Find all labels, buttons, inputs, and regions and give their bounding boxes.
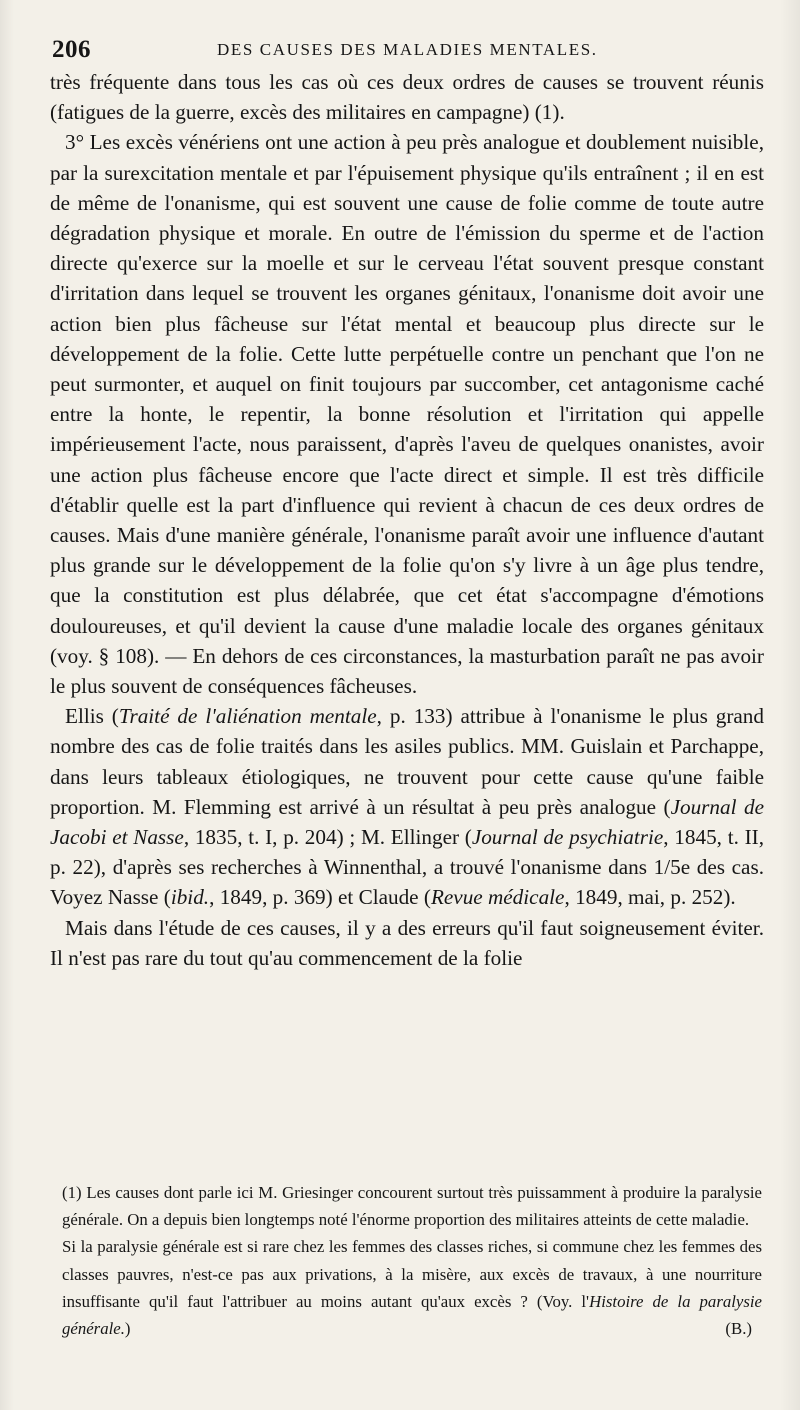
running-head — [52, 36, 764, 66]
citation-text: , 1849, p. 369) et Claude ( — [209, 885, 431, 910]
paragraph-citations — [50, 701, 764, 912]
citation-title: ibid. — [170, 885, 210, 910]
citation-text: , 1849, mai, p. 252). — [564, 885, 736, 910]
citation-title: Revue médicale — [430, 885, 565, 910]
footnote-signature: (B.) — [725, 1319, 752, 1339]
citation-text: , 1845, t. II, p. 22), d'après ses recherches à Winnenthal, a trouvé l'onanisme dans 1/5e des cas. Voyez Nasse ( — [50, 825, 764, 910]
citation-text: Ellis ( — [65, 704, 119, 729]
running-title: DES CAUSES DES MALADIES MENTALES. — [217, 40, 598, 59]
citation-text: , 1835, t. I, p. 204) ; M. Ellinger ( — [183, 825, 472, 850]
footnote-1: (1) Les causes dont parle ici M. Griesinger concourent surtout très puissamment à produire la paralysie générale. On a depuis bien longtemps noté l'énorme proportion des militaires atteints de cette maladie. — [62, 1183, 762, 1230]
paragraph-excesses: 3° Les excès vénériens ont une action à peu près analogue et doublement nuisible, par la surexcitation mentale et par l'épuisement physique qu'ils entraînent ; il en est de même de l'onanisme, qui est souvent une cause de folie comme de toute autre dégradation physique et morale. En outre de l'émission du sperme et de l'action directe qu'exerce sur la moelle et sur le cerveau l'état souvent presque constant d'irritation dans lequel se trouvent les organes génitaux, l'onanisme doit avoir une action bien plus fâcheuse sur l'état mental et beaucoup plus directe sur le développement de la folie. Cette lutte perpétuelle contre un penchant que l'on ne peut surmonter, et auquel on finit toujours par succomber, cet antagonisme caché entre la honte, le repentir, la bonne résolution et l'irritation qui appelle impérieusement l'acte, nous paraissent, d'après l'aveu de quelques onanistes, avoir une action plus fâcheuse encore que l'acte direct et simple. Il est très difficile d'établir quelle est la part d'influence qui revient à chacun de ces deux ordres de causes. Mais d'une manière générale, l'onanisme paraît avoir une influence d'autant plus grande sur le développement de la folie qu'on s'y livre à un âge plus tendre, que la constitution est plus délabrée, que cet état s'accompagne d'émotions douloureuses, et qu'il devient la cause d'une maladie locale des organes génitaux (voy. § 108). — En dehors de ces circonstances, la masturbation paraît ne pas avoir le plus souvent de conséquences fâcheuses. — [50, 130, 764, 699]
citation-text: , p. 133) attribue à l'onanisme le plus grand nombre des cas de folie traités dans les asiles publics. MM. Guislain et Parchappe, dans leurs tableaux étiologiques, ne trouvent pour cette cause qu'une faible proportion. M. Flemming est arrivé à un résultat à peu près analogue ( — [50, 704, 764, 819]
paragraph-errors: Mais dans l'étude de ces causes, il y a des erreurs qu'il faut soigneusement éviter. Il n'est pas rare du tout qu'au commencement de la folie — [50, 915, 764, 970]
citation-title: Journal de psychiatrie — [471, 825, 664, 850]
footnote-2-close: ) — [124, 1319, 131, 1339]
citation-title: Journal de Jacobi et Nasse — [50, 794, 764, 850]
footnote-2-title: Histoire de la paralysie générale. — [62, 1291, 762, 1339]
footnotes — [62, 1179, 762, 1342]
footnote-2 — [62, 1233, 762, 1342]
footnote-2-text: Si la paralysie générale est si rare chez les femmes des classes riches, si commune chez les femmes des classes pauvres, n'est-ce pas aux privations, à la misère, aux excès de travaux, à une nourriture insuffisante qu'il faut l'attribuer au moins autant qu'aux excès ? (Voy. l' — [62, 1237, 762, 1311]
paragraph-continuation: très fréquente dans tous les cas où ces deux ordres de causes se trouvent réunis (fatigues de la guerre, excès des militaires en campagne) (1). — [50, 70, 764, 125]
page-number: 206 — [52, 36, 91, 63]
citation-title: Traité de l'aliénation mentale — [118, 704, 377, 729]
main-text — [50, 67, 764, 973]
